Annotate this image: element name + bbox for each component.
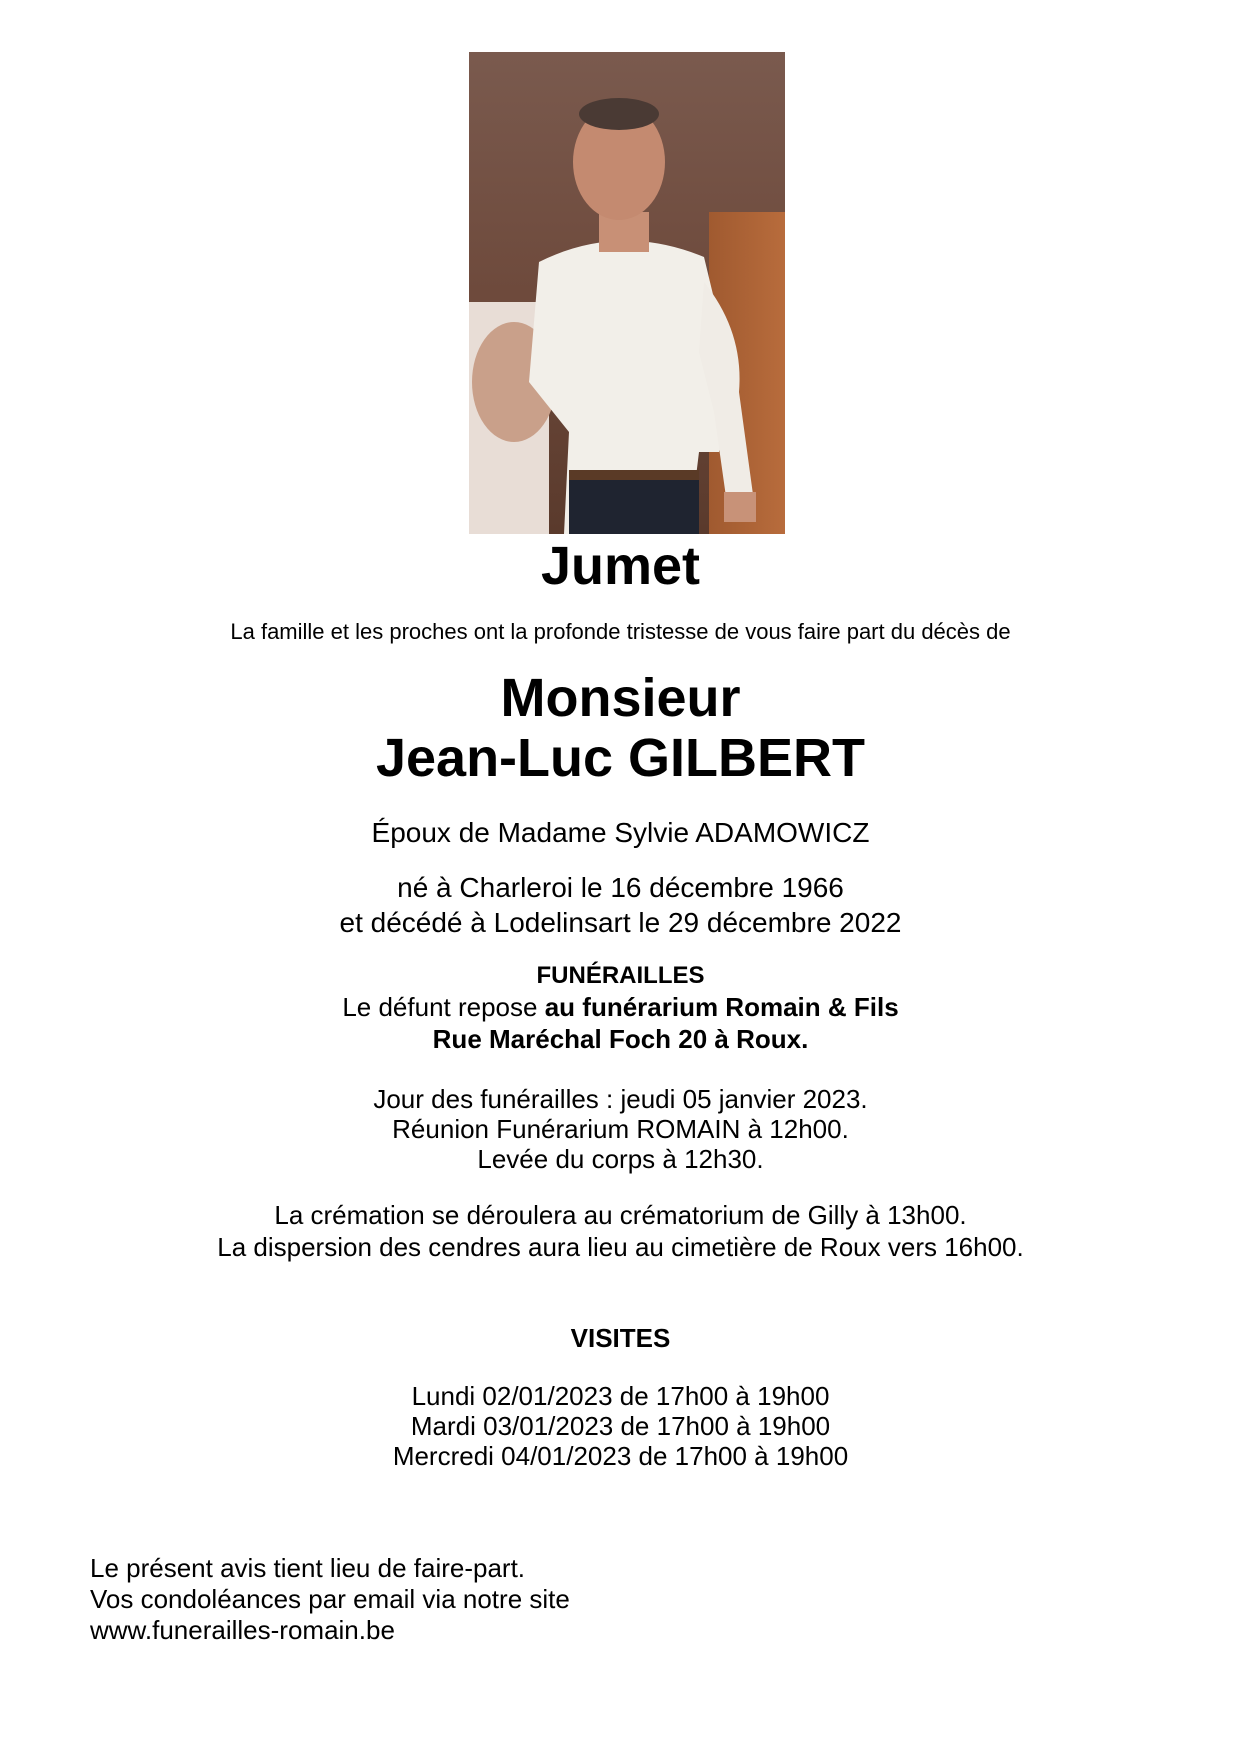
footer-line-1: Le présent avis tient lieu de faire-part. (90, 1553, 526, 1583)
funerals-location (0, 991, 1241, 1055)
intro-text: La famille et les proches ont la profonde tristesse de vous faire part du décès de (230, 619, 1011, 644)
website-link[interactable]: www.funerailles-romain.be (90, 1615, 395, 1645)
footer-notice (90, 1553, 570, 1646)
deceased-title: Monsieur (500, 668, 741, 728)
visits-list (0, 1381, 1241, 1471)
funeral-day: Jour des funérailles : jeudi 05 janvier 2023. (373, 1084, 868, 1114)
levee-time: Levée du corps à 12h30. (477, 1144, 764, 1174)
rest-place: au funérarium Romain & Fils (544, 992, 899, 1022)
deceased-name: Jean-Luc GILBERT (375, 728, 866, 788)
birth-death-block (0, 870, 1241, 940)
visit-slot: Mercredi 04/01/2023 de 17h00 à 19h00 (392, 1441, 849, 1471)
meeting-time: Réunion Funérarium ROMAIN à 12h00. (392, 1114, 849, 1144)
cremation-line: La crémation se déroulera au crématorium de Gilly à 13h00. (274, 1200, 967, 1230)
footer-line-2: Vos condoléances par email via notre site (90, 1584, 570, 1614)
portrait-photo (469, 52, 785, 534)
visit-slot: Lundi 02/01/2023 de 17h00 à 19h00 (411, 1381, 830, 1411)
funerarium-address: Rue Maréchal Foch 20 à Roux. (432, 1024, 809, 1054)
spouse-line: Époux de Madame Sylvie ADAMOWICZ (371, 817, 870, 848)
deceased-name-block (0, 668, 1241, 788)
funerals-heading: FUNÉRAILLES (536, 962, 705, 989)
visit-slot: Mardi 03/01/2023 de 17h00 à 19h00 (410, 1411, 831, 1441)
dispersion-line: La dispersion des cendres aura lieu au cimetière de Roux vers 16h00. (217, 1232, 1024, 1262)
rest-prefix: Le défunt repose (342, 992, 545, 1022)
cremation-block (0, 1199, 1241, 1263)
death-line: et décédé à Lodelinsart le 29 décembre 2022 (339, 907, 902, 938)
funerals-schedule (0, 1084, 1241, 1174)
rest-line (0, 991, 1241, 1023)
birth-line: né à Charleroi le 16 décembre 1966 (397, 872, 844, 903)
visits-heading: VISITES (570, 1323, 671, 1353)
city-heading: Jumet (540, 536, 701, 596)
